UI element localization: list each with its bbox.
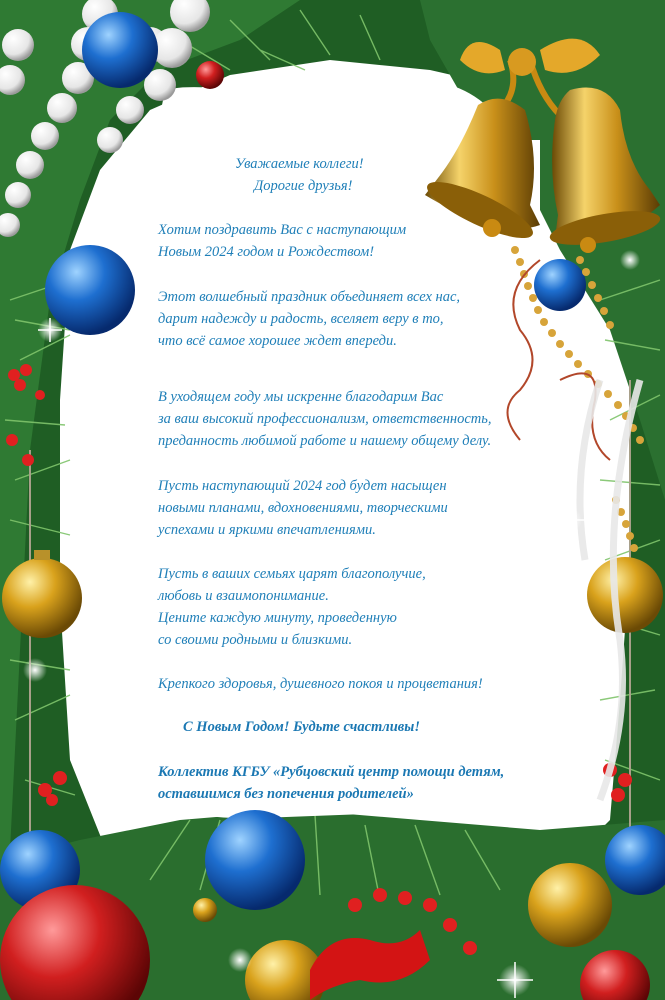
greeting-line-2: Дорогие друзья!	[254, 178, 353, 194]
signature-line-1: Коллектив КГБУ «Рубцовский центр помощи детям,	[158, 764, 505, 780]
family-line-2: любовь и взаимопонимание.	[158, 588, 329, 604]
signature-line-2: оставшимся без попечения родителей»	[158, 786, 414, 802]
intro-line-2: Новым 2024 годом и Рождеством!	[158, 244, 375, 260]
wish-line-2: новыми планами, вдохновениями, творческими	[158, 500, 448, 516]
wish-line-3: успехами и яркими впечатлениями.	[158, 522, 376, 538]
intro-line-1: Хотим поздравить Вас с наступающим	[158, 222, 407, 238]
thanks-line-3: преданность любимой работе и нашему общему делу.	[158, 433, 492, 449]
health-line: Крепкого здоровья, душевного покоя и процветания!	[158, 676, 483, 692]
magic-line-1: Этот волшебный праздник объединяет всех нас,	[158, 289, 461, 305]
family-line-1: Пусть в ваших семьях царят благополучие,	[158, 566, 426, 582]
wish-line-1: Пусть наступающий 2024 год будет насыщен	[158, 478, 447, 494]
family-line-4: со своими родными и близкими.	[158, 632, 353, 648]
greeting-line-1: Уважаемые коллеги!	[235, 156, 364, 172]
magic-line-3: что всё самое хорошее ждет впереди.	[158, 333, 397, 349]
thanks-line-2: за ваш высокий профессионализм, ответственность,	[158, 411, 492, 427]
newyear-line: С Новым Годом! Будьте счастливы!	[183, 719, 420, 735]
magic-line-2: дарит надежду и радость, вселяет веру в то,	[158, 311, 444, 327]
family-line-3: Цените каждую минуту, проведенную	[158, 610, 397, 626]
thanks-line-1: В уходящем году мы искренне благодарим Вас	[158, 389, 444, 405]
